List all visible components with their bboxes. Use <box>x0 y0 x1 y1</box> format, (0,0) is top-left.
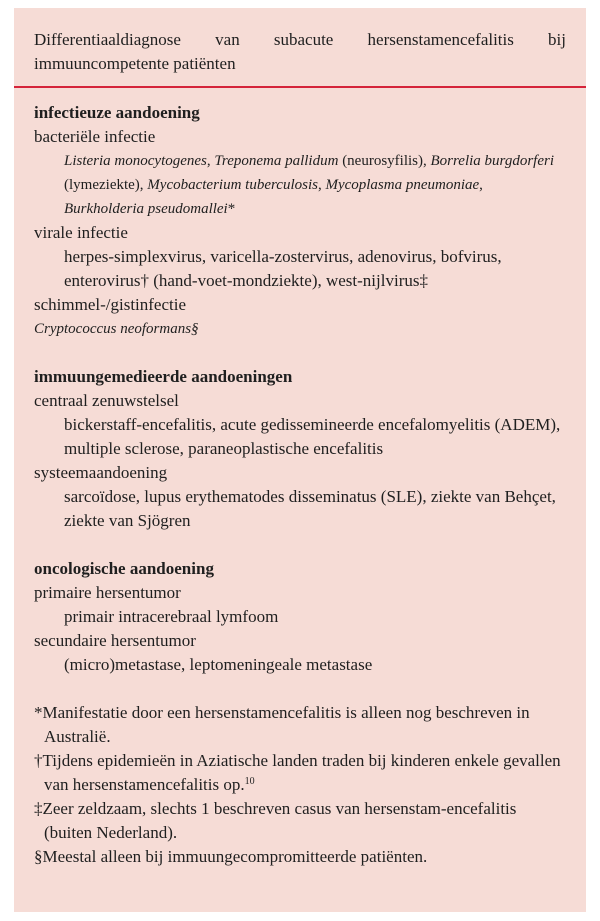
organism-name: Listeria monocytogenes <box>64 153 207 169</box>
section-infectious <box>34 101 564 341</box>
group-label: centraal zenuwstelsel <box>34 391 179 410</box>
group-label: systeemaandoening <box>34 463 168 482</box>
detail-text: * <box>227 201 236 217</box>
detail-text: (neurosyfilis), <box>338 153 431 169</box>
section-heading: oncologische aandoening <box>34 559 214 578</box>
group-detail: herpes-simplexvirus, varicella-zostervirus, adenovirus, bofvirus, enterovirus† (hand-voet-mondziekte), west-nijlvirus‡ <box>64 247 502 290</box>
group-label: virale infectie <box>34 223 128 242</box>
group-label: primaire hersentumor <box>34 583 181 602</box>
organism-name: Borrelia burgdorferi <box>430 153 554 169</box>
footnote-text: †Tijdens epidemieën in Aziatische landen traden bij kinderen enkele gevallen van hersenstamencefalitis op. <box>34 751 561 794</box>
table-content <box>34 101 564 869</box>
section-heading: immuungemedieerde aandoeningen <box>34 367 293 386</box>
group-label: secundaire hersentumor <box>34 631 196 650</box>
group-detail-bacterial <box>34 149 564 221</box>
organism-name: Burkholderia pseudomallei <box>64 201 228 217</box>
title-divider <box>14 86 586 88</box>
footnote <box>34 749 564 797</box>
detail-text: , <box>317 177 326 193</box>
section-immune <box>34 365 564 533</box>
group-detail: primair intracerebraal lymfoom <box>64 607 279 626</box>
footnotes <box>34 701 564 869</box>
group-detail: (micro)metastase, leptomeningeale metastase <box>64 655 373 674</box>
reference-number: 10 <box>244 776 255 787</box>
footnote: ‡Zeer zeldzaam, slechts 1 beschreven casus van hersenstam-encefalitis (buiten Nederland). <box>34 799 517 842</box>
organism-name: Treponema pallidum <box>214 153 339 169</box>
detail-text: , <box>206 153 215 169</box>
group-label: schimmel-/gistinfectie <box>34 295 187 314</box>
organism-name: Mycobacterium tuberculosis <box>147 177 318 193</box>
detail-text: , <box>479 177 483 193</box>
group-extra-line: Cryptococcus neoformans§ <box>34 321 199 337</box>
footnote: *Manifestatie door een hersenstamencefalitis is alleen nog beschreven in Australië. <box>34 703 530 746</box>
footnote: §Meestal alleen bij immuungecompromitteerde patiënten. <box>34 847 428 866</box>
group-detail: sarcoïdose, lupus erythematodes disseminatus (SLE), ziekte van Behçet, ziekte van Sjögren <box>64 487 556 530</box>
section-heading: infectieuze aandoening <box>34 103 200 122</box>
table-title: Differentiaaldiagnose van subacute hersenstamencefalitis bij immuuncompetente patiënten <box>34 30 566 73</box>
group-label: bacteriële infectie <box>34 127 156 146</box>
section-oncological <box>34 557 564 677</box>
organism-name: Mycoplasma pneumoniae <box>325 177 480 193</box>
detail-text: (lymeziekte), <box>64 177 148 193</box>
differential-diagnosis-table <box>14 8 586 912</box>
group-detail: bickerstaff-encefalitis, acute gedissemineerde encefalomyelitis (ADEM), multiple sclerose, paraneoplastische encefalitis <box>64 415 561 458</box>
